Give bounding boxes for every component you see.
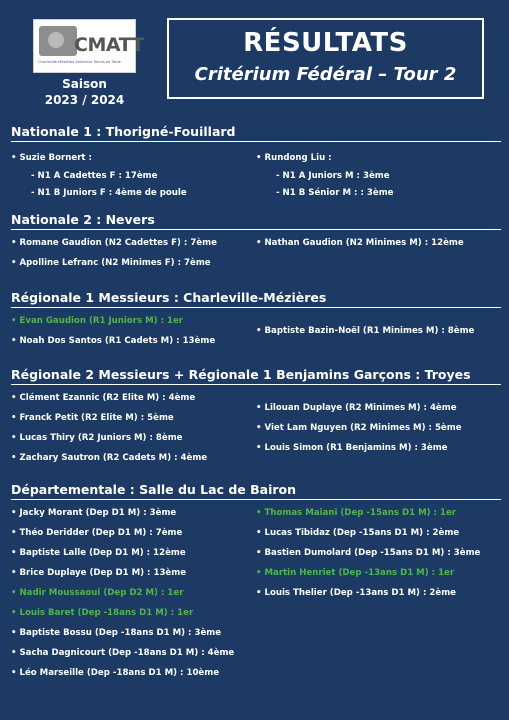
section-departementale — [11, 482, 501, 683]
result-item: • Théo Deridder (Dep D1 M) : 7ème — [11, 528, 183, 538]
right-column — [256, 233, 501, 273]
season-years: 2023 / 2024 — [44, 93, 125, 107]
section-title: Départementale : Salle du Lac de Bairon — [11, 482, 501, 500]
left-column — [11, 233, 256, 273]
section-regionale-1 — [11, 290, 501, 351]
right-column — [256, 148, 501, 202]
result-item: • Viet Lam Nguyen (R2 Minimes M) : 5ème — [256, 423, 462, 433]
result-item: • Louis Simon (R1 Benjamins M) : 3ème — [256, 443, 448, 453]
section-title: Régionale 1 Messieurs : Charleville-Mézières — [11, 290, 501, 308]
section-regionale-2 — [11, 367, 501, 468]
logo-name: CMATT — [74, 34, 144, 56]
result-line: - N1 A Juniors M : 3ème — [276, 171, 390, 181]
player-name: • Suzie Bornert : — [11, 153, 92, 163]
player-name: • Rundong Liu : — [256, 153, 332, 163]
section-title: Régionale 2 Messieurs + Régionale 1 Benjamins Garçons : Troyes — [11, 367, 501, 385]
result-item: • Thomas Maiani (Dep -15ans D1 M) : 1er — [256, 508, 457, 518]
result-item: • Bastien Dumolard (Dep -15ans D1 M) : 3ème — [256, 548, 481, 558]
result-item: • Baptiste Lalle (Dep D1 M) : 12ème — [11, 548, 186, 558]
result-item: • Louis Baret (Dep -18ans D1 M) : 1er — [11, 608, 194, 618]
result-line: - N1 B Juniors F : 4ème de poule — [31, 188, 187, 198]
result-line: - N1 B Sénior M : : 3ème — [276, 188, 394, 198]
result-item: • Lilouan Duplaye (R2 Minimes M) : 4ème — [256, 403, 457, 413]
result-item: • Léo Marseille (Dep -18ans D1 M) : 10ème — [11, 668, 220, 678]
left-column — [11, 388, 256, 468]
logo-ball-icon — [48, 32, 64, 48]
right-column — [256, 503, 501, 683]
club-logo — [33, 19, 144, 73]
result-item: • Baptiste Bazin-Noël (R1 Minimes M) : 8ème — [256, 326, 475, 336]
season-block — [33, 76, 136, 108]
right-column — [256, 311, 501, 351]
result-item: • Zachary Sautron (R2 Cadets M) : 4ème — [11, 453, 208, 463]
result-item: • Lucas Thiry (R2 Juniors M) : 8ème — [11, 433, 183, 443]
logo-subtitle: Charleville-Mézières Ardennes Tennis de Table — [38, 60, 121, 64]
section-title: Nationale 1 : Thorigné-Fouillard — [11, 124, 501, 142]
right-column — [256, 388, 501, 468]
result-item: • Franck Petit (R2 Elite M) : 5ème — [11, 413, 174, 423]
result-item: • Evan Gaudion (R1 Juniors M) : 1er — [11, 316, 184, 326]
page-subtitle: Critérium Fédéral – Tour 2 — [194, 64, 457, 85]
result-item: • Clément Ezannic (R2 Elite M) : 4ème — [11, 393, 196, 403]
result-item: • Sacha Dagnicourt (Dep -18ans D1 M) : 4ème — [11, 648, 235, 658]
result-item: • Nadir Moussaoui (Dep D2 M) : 1er — [11, 588, 184, 598]
result-item: • Romane Gaudion (N2 Cadettes F) : 7ème — [11, 238, 217, 248]
result-item: • Baptiste Bossu (Dep -18ans D1 M) : 3ème — [11, 628, 222, 638]
left-column — [11, 148, 256, 202]
result-item: • Lucas Tibidaz (Dep -15ans D1 M) : 2ème — [256, 528, 460, 538]
result-item: • Nathan Gaudion (N2 Minimes M) : 12ème — [256, 238, 464, 248]
section-nationale-1 — [11, 124, 501, 202]
result-item: • Brice Duplaye (Dep D1 M) : 13ème — [11, 568, 187, 578]
left-column — [11, 503, 256, 683]
title-box — [167, 18, 484, 99]
page-title: RÉSULTATS — [243, 28, 408, 58]
section-title: Nationale 2 : Nevers — [11, 212, 501, 230]
result-item: • Noah Dos Santos (R1 Cadets M) : 13ème — [11, 336, 216, 346]
result-item: • Louis Thelier (Dep -13ans D1 M) : 2ème — [256, 588, 456, 598]
result-item: • Jacky Morant (Dep D1 M) : 3ème — [11, 508, 177, 518]
result-line: - N1 A Cadettes F : 17ème — [31, 171, 158, 181]
left-column — [11, 311, 256, 351]
season-label: Saison — [62, 77, 107, 91]
section-nationale-2 — [11, 212, 501, 273]
result-item: • Apolline Lefranc (N2 Minimes F) : 7ème — [11, 258, 211, 268]
result-item: • Martin Henriet (Dep -13ans D1 M) : 1er — [256, 568, 455, 578]
